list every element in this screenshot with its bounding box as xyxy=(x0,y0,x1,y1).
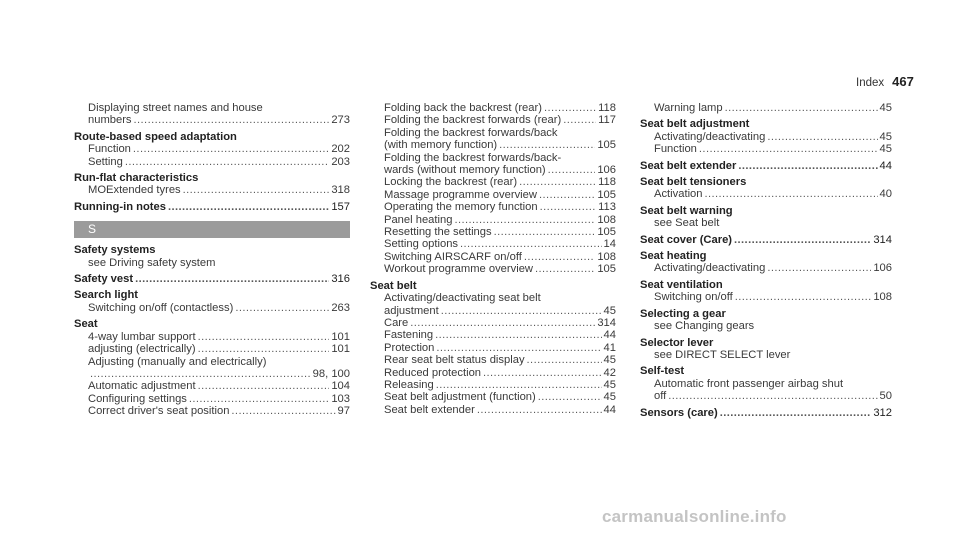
index-subentry[interactable] xyxy=(370,317,616,329)
page-ref: 117 xyxy=(598,114,616,127)
index-subentry[interactable] xyxy=(370,367,616,379)
index-subentry[interactable] xyxy=(640,131,892,143)
page-ref: 41 xyxy=(603,341,616,354)
index-subentry: Folding the backrest forwards/back xyxy=(384,126,558,139)
entry-text: Activating/deactivating xyxy=(654,262,766,275)
page-ref: 203 xyxy=(331,155,350,168)
leader-dots xyxy=(477,404,602,416)
leader-dots xyxy=(499,139,595,151)
page-ref: 312 xyxy=(873,406,892,419)
entry-text: Switching on/off xyxy=(654,291,733,304)
leader-dots xyxy=(441,305,602,317)
leader-dots xyxy=(548,164,596,176)
page-ref: 106 xyxy=(873,262,892,275)
page-ref: 314 xyxy=(597,316,616,329)
leader-dots xyxy=(231,405,335,417)
index-heading: Seat heating xyxy=(640,250,707,263)
header-label: Index xyxy=(856,77,885,89)
entry-text: 4-way lumbar support xyxy=(88,330,196,343)
leader-dots xyxy=(198,343,330,355)
index-subentry[interactable] xyxy=(370,342,616,354)
page-ref: 118 xyxy=(598,102,616,114)
page-ref: 105 xyxy=(597,226,616,239)
index-subentry[interactable] xyxy=(370,114,616,126)
leader-dots xyxy=(519,176,596,188)
entry-text: wards (without memory function) xyxy=(384,164,546,177)
index-subentry[interactable] xyxy=(74,368,350,380)
index-column-3 xyxy=(640,102,892,419)
index-subentry[interactable]: see Seat belt xyxy=(654,217,720,230)
leader-dots xyxy=(125,156,329,168)
index-subentry[interactable]: see Driving safety system xyxy=(88,256,216,269)
entry-text: Warning lamp xyxy=(654,102,723,114)
page-ref: 105 xyxy=(597,188,616,201)
index-subentry[interactable] xyxy=(640,262,892,274)
index-subentry[interactable] xyxy=(640,102,892,114)
entry-text: Switching AIRSCARF on/off xyxy=(384,250,522,263)
leader-dots xyxy=(410,317,595,329)
index-subentry[interactable] xyxy=(370,176,616,188)
entry-text: Seat belt extender xyxy=(640,159,737,172)
leader-dots xyxy=(483,367,602,379)
index-subentry[interactable] xyxy=(370,189,616,201)
index-subentry[interactable] xyxy=(370,139,616,151)
index-subentry[interactable] xyxy=(640,390,892,402)
page-ref: 50 xyxy=(879,390,892,403)
page-ref: 44 xyxy=(603,403,616,416)
entry-text: Safety vest xyxy=(74,273,134,286)
leader-dots xyxy=(705,188,878,200)
page-ref: 45 xyxy=(879,130,892,143)
entry-text: adjusting (electrically) xyxy=(88,343,196,356)
page-ref: 103 xyxy=(331,392,350,405)
page-ref: 105 xyxy=(597,139,616,152)
index-subentry[interactable] xyxy=(370,379,616,391)
index-subentry[interactable] xyxy=(74,331,350,343)
entry-text: Protection xyxy=(384,341,435,354)
entry-text: Care xyxy=(384,316,409,329)
page-ref: 105 xyxy=(597,263,616,276)
entry-text: Workout programme overview xyxy=(384,263,534,276)
entry-text: Automatic adjustment xyxy=(88,380,196,393)
page-ref: 108 xyxy=(873,291,892,304)
index-subentry[interactable]: see Changing gears xyxy=(654,320,755,333)
entry-text: Folding the backrest forwards (rear) xyxy=(384,114,562,127)
index-subentry[interactable] xyxy=(370,305,616,317)
index-subentry[interactable] xyxy=(370,404,616,416)
entry-text: Massage programme overview xyxy=(384,188,537,201)
page-ref: 104 xyxy=(331,380,350,393)
index-subentry[interactable] xyxy=(370,238,616,250)
page-ref: 45 xyxy=(879,143,892,156)
entry-text: Correct driver's seat position xyxy=(88,405,230,418)
leader-dots xyxy=(767,131,877,143)
index-heading: Selecting a gear xyxy=(640,307,726,320)
index-subentry[interactable] xyxy=(370,251,616,263)
leader-dots xyxy=(725,102,878,114)
page-ref: 108 xyxy=(597,213,616,226)
index-subentry: Automatic front passenger airbag shut xyxy=(654,377,844,390)
index-subentry[interactable] xyxy=(640,188,892,200)
index-subentry[interactable] xyxy=(74,380,350,392)
index-heading: Search light xyxy=(74,289,139,302)
leader-dots xyxy=(134,114,330,126)
entry-text: Function xyxy=(654,143,697,156)
leader-dots xyxy=(133,143,329,155)
index-subentry[interactable] xyxy=(370,214,616,226)
entry-text: Fastening xyxy=(384,329,434,342)
entry-text: Releasing xyxy=(384,378,434,391)
entry-text: Switching on/off (contactless) xyxy=(88,301,234,314)
index-subentry[interactable] xyxy=(74,405,350,417)
page-ref: 314 xyxy=(873,233,892,246)
entry-text: Seat belt extender xyxy=(384,403,475,416)
leader-dots xyxy=(198,331,330,343)
entry-text: MOExtended tyres xyxy=(88,184,181,197)
index-subentry: Adjusting (manually and electrically) xyxy=(88,355,267,368)
entry-text: Seat cover (Care) xyxy=(640,233,733,246)
index-subentry[interactable] xyxy=(370,102,616,114)
index-heading[interactable] xyxy=(640,160,892,172)
index-subentry[interactable] xyxy=(640,291,892,303)
page-ref: 45 xyxy=(879,102,892,114)
page-ref: 42 xyxy=(603,366,616,379)
entry-text: Operating the memory function xyxy=(384,201,538,214)
entry-text: Seat belt adjustment (function) xyxy=(384,391,536,404)
index-heading: Route-based speed adaptation xyxy=(74,130,237,143)
index-subentry[interactable] xyxy=(370,201,616,213)
leader-dots xyxy=(494,226,596,238)
page-ref: 202 xyxy=(331,143,350,156)
index-subentry[interactable] xyxy=(370,164,616,176)
entry-text: Locking the backrest (rear) xyxy=(384,176,518,189)
leader-dots xyxy=(198,380,330,392)
page-ref: 40 xyxy=(879,188,892,201)
index-heading: Self-test xyxy=(640,365,685,378)
index-heading[interactable] xyxy=(74,273,350,285)
page-ref: 97 xyxy=(337,405,350,418)
leader-dots xyxy=(735,291,872,303)
leader-dots xyxy=(738,160,877,172)
index-heading: Selector lever xyxy=(640,336,714,349)
entry-text: Function xyxy=(88,143,131,156)
index-heading: Seat xyxy=(74,318,98,331)
leader-dots xyxy=(544,102,596,114)
index-subentry[interactable] xyxy=(370,391,616,403)
entry-text: off xyxy=(654,390,667,403)
entry-text: (with memory function) xyxy=(384,139,498,152)
leader-dots xyxy=(135,273,329,285)
page-ref: 45 xyxy=(603,304,616,317)
leader-dots xyxy=(563,114,596,126)
leader-dots xyxy=(235,302,329,314)
index-subentry[interactable] xyxy=(74,156,350,168)
leader-dots xyxy=(540,201,597,213)
leader-dots xyxy=(435,329,601,341)
watermark: carmanualsonline.info xyxy=(602,507,787,526)
index-subentry[interactable] xyxy=(370,329,616,341)
entry-text: Resetting the settings xyxy=(384,226,492,239)
entry-text: Sensors (care) xyxy=(640,406,718,419)
index-heading: Seat belt warning xyxy=(640,204,733,217)
index-heading: Safety systems xyxy=(74,244,156,257)
index-subentry[interactable] xyxy=(74,184,350,196)
index-subentry[interactable] xyxy=(74,343,350,355)
entry-text: Setting options xyxy=(384,238,459,251)
leader-dots xyxy=(699,143,878,155)
leader-dots xyxy=(535,263,595,275)
page-ref: 101 xyxy=(331,330,350,343)
leader-dots xyxy=(767,262,871,274)
page-ref: 101 xyxy=(331,343,350,356)
index-heading: Run-flat characteristics xyxy=(74,172,199,185)
index-subentry: Displaying street names and house xyxy=(88,102,263,114)
entry-text: Running-in notes xyxy=(74,200,166,213)
index-heading: Seat ventilation xyxy=(640,278,723,291)
page-header xyxy=(856,74,914,89)
leader-dots xyxy=(720,407,872,419)
entry-text: Activation xyxy=(654,188,703,201)
page-ref: 113 xyxy=(598,201,616,214)
leader-dots xyxy=(454,214,595,226)
leader-dots xyxy=(90,368,311,380)
index-subentry[interactable] xyxy=(370,226,616,238)
entry-text: Panel heating xyxy=(384,213,453,226)
entry-text: Activating/deactivating xyxy=(654,130,766,143)
entry-text: numbers xyxy=(88,114,132,127)
index-heading[interactable] xyxy=(640,234,892,246)
leader-dots xyxy=(436,342,601,354)
page-ref: 44 xyxy=(879,159,892,172)
leader-dots xyxy=(538,391,602,403)
page-ref: 45 xyxy=(603,378,616,391)
index-heading[interactable] xyxy=(74,201,350,213)
leader-dots xyxy=(524,251,595,263)
index-subentry[interactable]: see DIRECT SELECT lever xyxy=(654,348,791,361)
page-ref: 45 xyxy=(603,354,616,367)
index-column-1 xyxy=(74,102,350,418)
page-ref: 316 xyxy=(331,273,350,286)
index-subentry[interactable] xyxy=(74,114,350,126)
index-column-2 xyxy=(370,102,616,416)
index-subentry[interactable] xyxy=(74,143,350,155)
leader-dots xyxy=(527,354,602,366)
index-subentry[interactable] xyxy=(74,393,350,405)
page-number: 467 xyxy=(892,74,914,89)
index-subentry[interactable] xyxy=(370,263,616,275)
index-subentry: Activating/deactivating seat belt xyxy=(384,292,541,305)
leader-dots xyxy=(668,390,877,402)
letter-section-bar: S xyxy=(74,221,350,238)
leader-dots xyxy=(734,234,871,246)
index-subentry[interactable] xyxy=(370,354,616,366)
page-ref: 273 xyxy=(331,114,350,127)
entry-text: adjustment xyxy=(384,304,439,317)
page-ref: 14 xyxy=(603,238,616,251)
index-subentry[interactable] xyxy=(640,143,892,155)
index-subentry: Folding the backrest forwards/back- xyxy=(384,151,562,164)
entry-text: Folding back the backrest (rear) xyxy=(384,102,542,114)
leader-dots xyxy=(189,393,329,405)
leader-dots xyxy=(460,238,602,250)
page-ref: 318 xyxy=(331,184,350,197)
index-heading[interactable] xyxy=(640,407,892,419)
index-subentry[interactable] xyxy=(74,302,350,314)
entry-text: Setting xyxy=(88,155,123,168)
page-ref: 44 xyxy=(603,329,616,342)
page-ref: 108 xyxy=(597,250,616,263)
entry-text: Rear seat belt status display xyxy=(384,354,525,367)
index-heading: Seat belt adjustment xyxy=(640,118,750,131)
page-ref: 45 xyxy=(603,391,616,404)
leader-dots xyxy=(168,201,329,213)
leader-dots xyxy=(436,379,602,391)
leader-dots xyxy=(183,184,330,196)
page-ref: 106 xyxy=(597,164,616,177)
page-ref: 157 xyxy=(331,200,350,213)
leader-dots xyxy=(539,189,595,201)
index-heading: Seat belt xyxy=(370,279,417,292)
index-heading: Seat belt tensioners xyxy=(640,176,747,189)
page-ref: 118 xyxy=(598,176,616,189)
entry-text: Configuring settings xyxy=(88,392,187,405)
page-ref: 263 xyxy=(331,301,350,314)
entry-text: Reduced protection xyxy=(384,366,482,379)
page-ref: 98, 100 xyxy=(312,367,350,380)
